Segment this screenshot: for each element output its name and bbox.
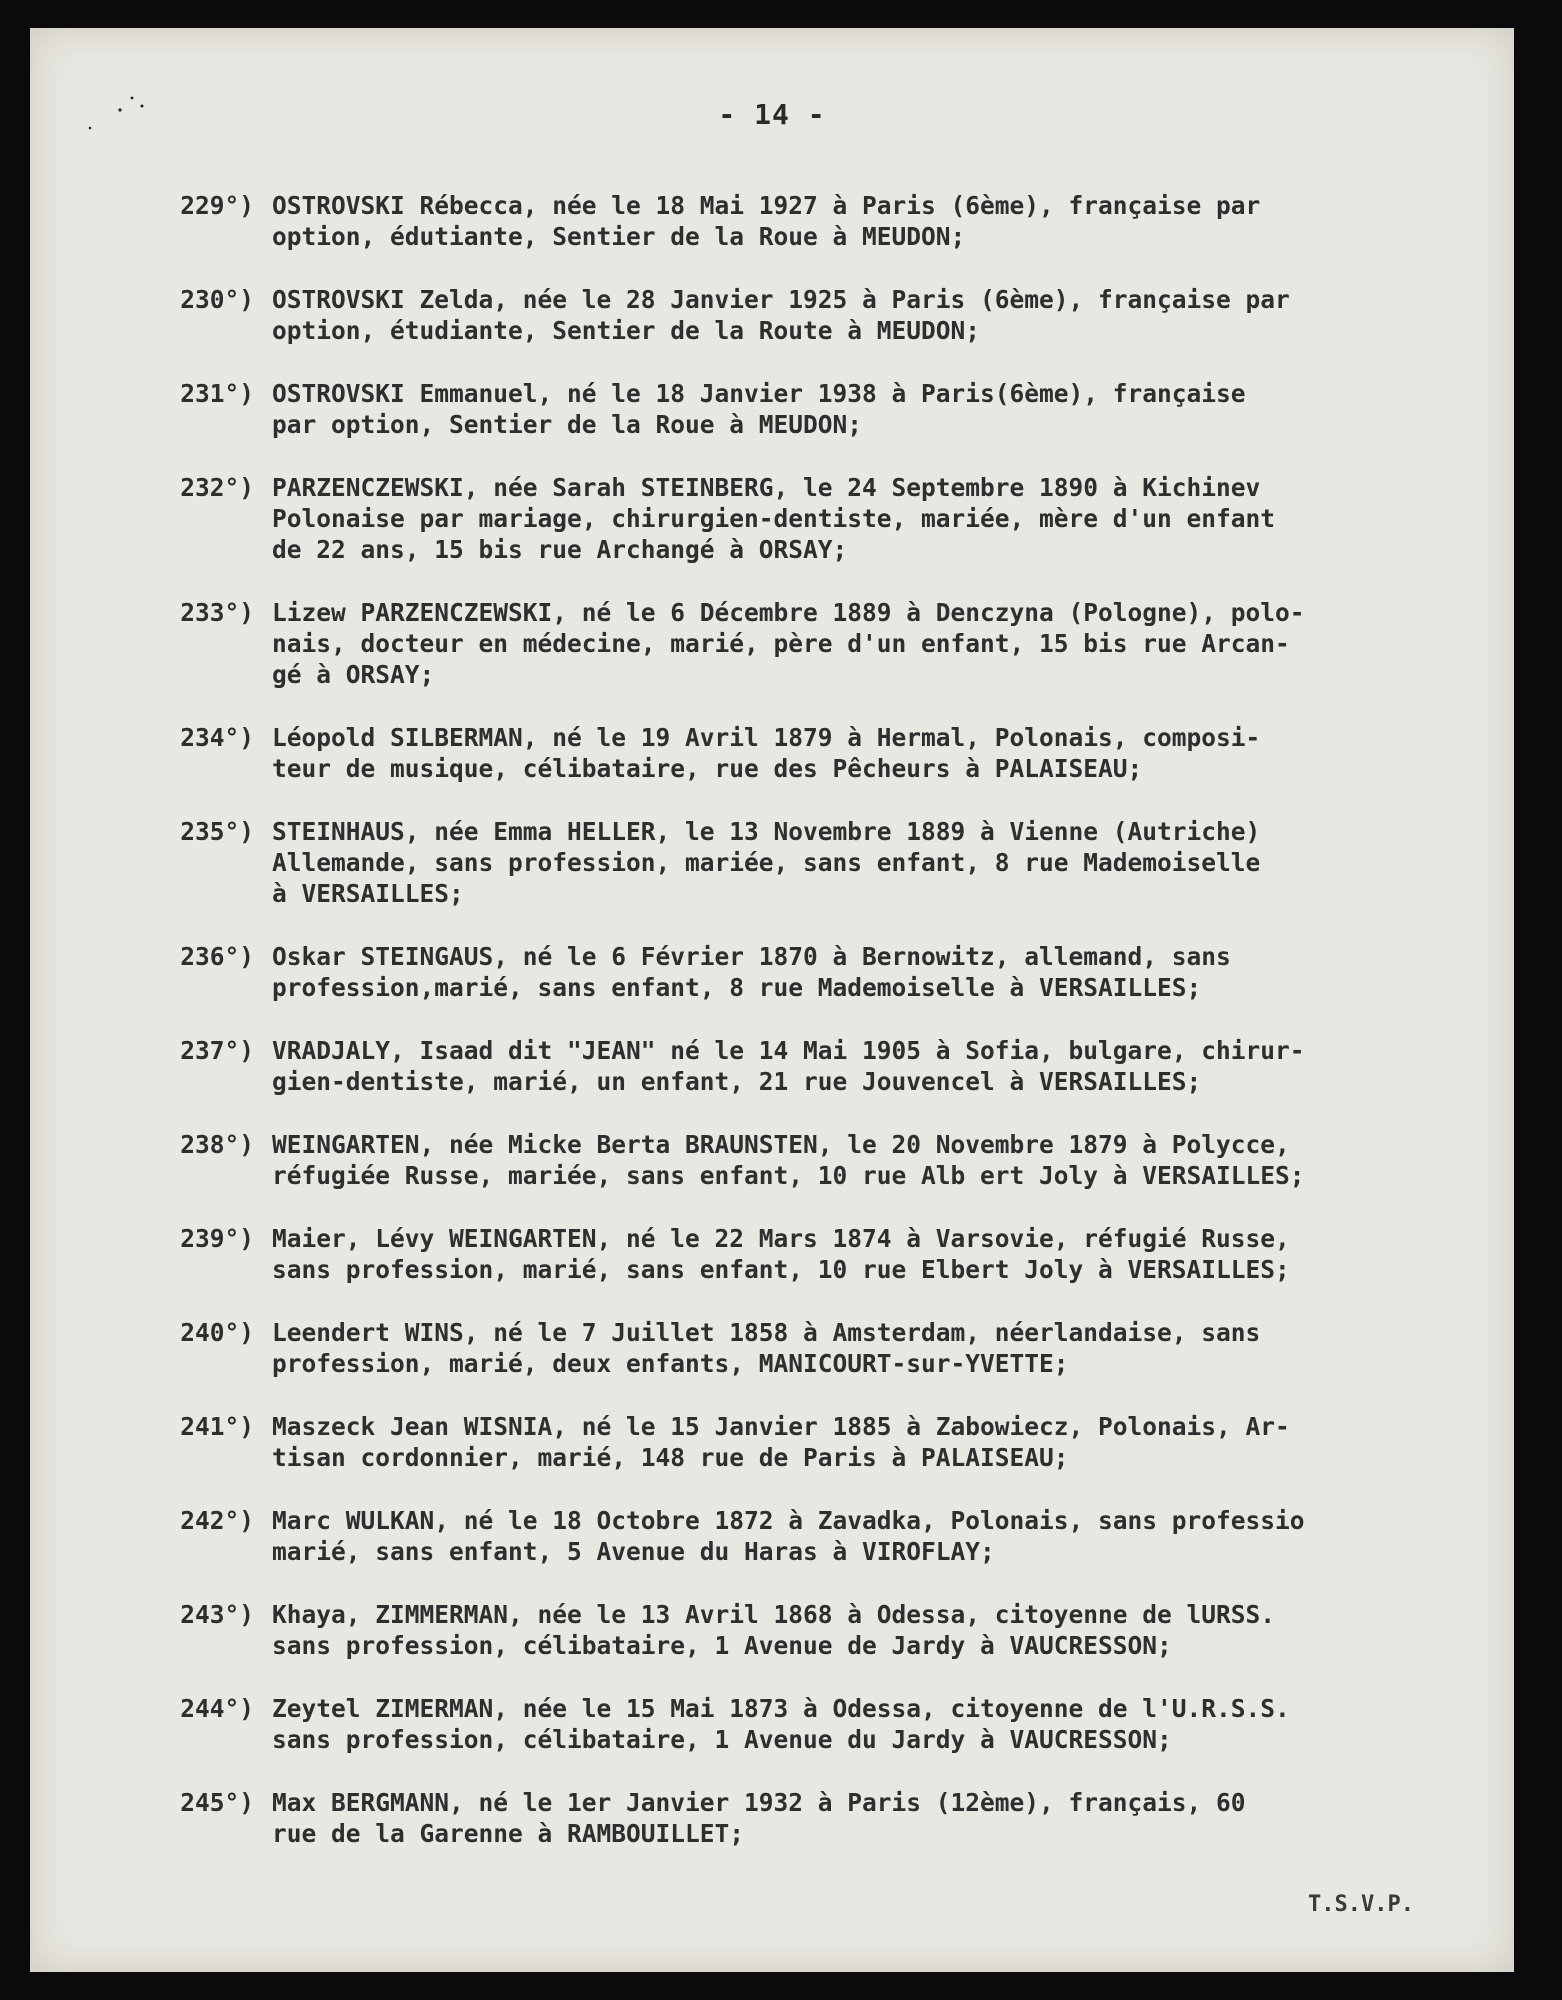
entry-number: 237°): [180, 1036, 254, 1065]
entry-line: profession, marié, deux enfants, MANICOURT-sur-YVETTE;: [272, 1349, 1069, 1378]
entry-number: 240°): [180, 1318, 254, 1347]
entry-line: Léopold SILBERMAN, né le 19 Avril 1879 à Hermal, Polonais, composi-: [272, 723, 1261, 752]
list-item: [150, 941, 1510, 1003]
page-number: - 14 -: [718, 98, 826, 131]
entry-text: [272, 472, 1510, 565]
entry-text: [272, 1787, 1510, 1849]
list-item: [150, 1317, 1510, 1379]
list-item: [150, 1035, 1510, 1097]
entry-list: [150, 190, 1510, 1881]
entry-text: [272, 378, 1510, 440]
entry-number: 235°): [180, 817, 254, 846]
entry-line: par option, Sentier de la Roue à MEUDON;: [272, 410, 863, 439]
entry-line: Oskar STEINGAUS, né le 6 Février 1870 à Bernowitz, allemand, sans: [272, 942, 1231, 971]
entry-line: OSTROVSKI Rébecca, née le 18 Mai 1927 à Paris (6ème), française par: [272, 191, 1261, 220]
entry-number: 241°): [180, 1412, 254, 1441]
entry-line: marié, sans enfant, 5 Avenue du Haras à VIROFLAY;: [272, 1537, 995, 1566]
list-item: [150, 1693, 1510, 1755]
entry-line: de 22 ans, 15 bis rue Archangé à ORSAY;: [272, 535, 848, 564]
entry-line: option, édutiante, Sentier de la Roue à MEUDON;: [272, 222, 966, 251]
entry-number: 231°): [180, 379, 254, 408]
entry-line: OSTROVSKI Emmanuel, né le 18 Janvier 1938 à Paris(6ème), française: [272, 379, 1246, 408]
list-item: [150, 284, 1510, 346]
page-footer-tsvp: T.S.V.P.: [1308, 1892, 1414, 1917]
entry-line: réfugiée Russe, mariée, sans enfant, 10 rue Alb ert Joly à VERSAILLES;: [272, 1161, 1305, 1190]
list-item: [150, 597, 1510, 690]
entry-line: STEINHAUS, née Emma HELLER, le 13 Novembre 1889 à Vienne (Autriche): [272, 817, 1261, 846]
entry-text: [272, 284, 1510, 346]
list-item: [150, 190, 1510, 252]
entry-line: PARZENCZEWSKI, née Sarah STEINBERG, le 24 Septembre 1890 à Kichinev: [272, 473, 1261, 502]
entry-line: WEINGARTEN, née Micke Berta BRAUNSTEN, le 20 Novembre 1879 à Polycce,: [272, 1130, 1290, 1159]
entry-text: [272, 1317, 1510, 1379]
entry-line: OSTROVSKI Zelda, née le 28 Janvier 1925 à Paris (6ème), française par: [272, 285, 1290, 314]
entry-number: 229°): [180, 191, 254, 220]
entry-line: Leendert WINS, né le 7 Juillet 1858 à Amsterdam, néerlandaise, sans: [272, 1318, 1261, 1347]
entry-text: [272, 941, 1510, 1003]
entry-text: [272, 816, 1510, 909]
entry-number: 230°): [180, 285, 254, 314]
entry-line: nais, docteur en médecine, marié, père d'un enfant, 15 bis rue Arcan-: [272, 629, 1290, 658]
entry-text: [272, 1411, 1510, 1473]
entry-text: [272, 597, 1510, 690]
entry-number: 238°): [180, 1130, 254, 1159]
entry-text: [272, 1693, 1510, 1755]
entry-line: Allemande, sans profession, mariée, sans enfant, 8 rue Mademoiselle: [272, 848, 1261, 877]
entry-text: [272, 722, 1510, 784]
entry-line: tisan cordonnier, marié, 148 rue de Paris à PALAISEAU;: [272, 1443, 1069, 1472]
entry-line: option, étudiante, Sentier de la Route à MEUDON;: [272, 316, 981, 345]
list-item: [150, 1505, 1510, 1567]
entry-number: 245°): [180, 1788, 254, 1817]
entry-line: sans profession, marié, sans enfant, 10 rue Elbert Joly à VERSAILLES;: [272, 1255, 1290, 1284]
entry-line: Maier, Lévy WEINGARTEN, né le 22 Mars 1874 à Varsovie, réfugié Russe,: [272, 1224, 1290, 1253]
entry-number: 244°): [180, 1694, 254, 1723]
entry-line: Zeytel ZIMERMAN, née le 15 Mai 1873 à Odessa, citoyenne de l'U.R.S.S.: [272, 1694, 1290, 1723]
entry-line: gien-dentiste, marié, un enfant, 21 rue Jouvencel à VERSAILLES;: [272, 1067, 1202, 1096]
list-item: [150, 1787, 1510, 1849]
entry-line: Maszeck Jean WISNIA, né le 15 Janvier 1885 à Zabowiecz, Polonais, Ar-: [272, 1412, 1290, 1441]
list-item: [150, 472, 1510, 565]
entry-number: 242°): [180, 1506, 254, 1535]
list-item: [150, 816, 1510, 909]
entry-line: Polonaise par mariage, chirurgien-dentiste, mariée, mère d'un enfant: [272, 504, 1276, 533]
entry-text: [272, 1223, 1510, 1285]
document-page: [30, 28, 1514, 1972]
entry-text: [272, 1599, 1510, 1661]
entry-line: rue de la Garenne à RAMBOUILLET;: [272, 1819, 745, 1848]
entry-number: 236°): [180, 942, 254, 971]
entry-line: à VERSAILLES;: [272, 879, 464, 908]
entry-line: gé à ORSAY;: [272, 660, 435, 689]
entry-text: [272, 1505, 1510, 1567]
entry-number: 233°): [180, 598, 254, 627]
entry-line: profession,marié, sans enfant, 8 rue Mademoiselle à VERSAILLES;: [272, 973, 1202, 1002]
entry-line: teur de musique, célibataire, rue des Pêcheurs à PALAISEAU;: [272, 754, 1143, 783]
entry-line: Max BERGMANN, né le 1er Janvier 1932 à Paris (12ème), français, 60: [272, 1788, 1246, 1817]
list-item: [150, 1411, 1510, 1473]
entry-line: sans profession, célibataire, 1 Avenue du Jardy à VAUCRESSON;: [272, 1725, 1172, 1754]
list-item: [150, 722, 1510, 784]
entry-number: 234°): [180, 723, 254, 752]
entry-line: Lizew PARZENCZEWSKI, né le 6 Décembre 1889 à Denczyna (Pologne), polo-: [272, 598, 1305, 627]
list-item: [150, 378, 1510, 440]
entry-number: 243°): [180, 1600, 254, 1629]
entry-text: [272, 190, 1510, 252]
entry-line: Marc WULKAN, né le 18 Octobre 1872 à Zavadka, Polonais, sans professio: [272, 1506, 1305, 1535]
entry-text: [272, 1035, 1510, 1097]
entry-number: 232°): [180, 473, 254, 502]
list-item: [150, 1129, 1510, 1191]
entry-line: VRADJALY, Isaad dit "JEAN" né le 14 Mai 1905 à Sofia, bulgare, chirur-: [272, 1036, 1305, 1065]
entry-line: sans profession, célibataire, 1 Avenue de Jardy à VAUCRESSON;: [272, 1631, 1172, 1660]
entry-line: Khaya, ZIMMERMAN, née le 13 Avril 1868 à Odessa, citoyenne de lURSS.: [272, 1600, 1276, 1629]
list-item: [150, 1599, 1510, 1661]
entry-number: 239°): [180, 1224, 254, 1253]
entry-text: [272, 1129, 1510, 1191]
list-item: [150, 1223, 1510, 1285]
